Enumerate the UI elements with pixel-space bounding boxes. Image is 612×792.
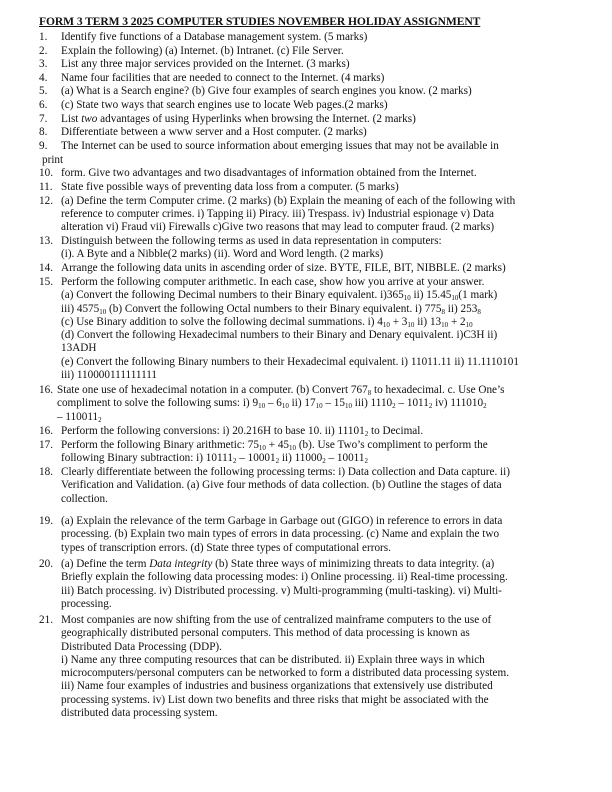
- question-text: (i). A Byte and a Nibble(2 marks) (ii). Word and Word length. (2 marks): [61, 248, 384, 261]
- question-number: 13.: [39, 235, 53, 247]
- question-text: 13ADH: [61, 342, 97, 355]
- document-title: FORM 3 TERM 3 2025 COMPUTER STUDIES NOVEMBER HOLIDAY ASSIGNMENT: [39, 15, 481, 28]
- question-text: iii) Name four examples of industries and business organizations that extensively use distributed: [61, 680, 493, 693]
- question-number: 4.: [39, 71, 48, 84]
- question-number: 2.: [39, 44, 48, 57]
- question-number: 15.: [39, 276, 53, 288]
- question-6: [39, 99, 579, 112]
- question-10: [39, 167, 579, 180]
- question-text: (c) State two ways that search engines use to locate Web pages.(2 marks): [61, 99, 388, 111]
- question-number: 17.: [39, 439, 53, 451]
- question-text: (a) Explain the relevance of the term Garbage in Garbage out (GIGO) in reference to errors in data: [61, 515, 503, 527]
- question-text: Distinguish between the following terms as used in data representation in computers:: [61, 235, 442, 247]
- question-number: 7.: [39, 112, 48, 125]
- question-1: [39, 31, 579, 44]
- question-text: Identify five functions of a Database management system. (5 marks): [61, 31, 368, 43]
- question-16a: [39, 384, 579, 424]
- question-20: [39, 558, 579, 611]
- question-number: 9.: [39, 140, 48, 152]
- question-number: 6.: [39, 99, 48, 111]
- question-text: Briefly explain the following data processing modes: i) Online processing. ii) Real-time processing.: [61, 571, 508, 584]
- question-text: geographically distributed personal computers. This method of data processing is known as: [61, 627, 470, 640]
- question-11: [39, 181, 579, 194]
- question-text: alteration vi) Fraud vii) Firewalls c)Give two reasons that may lead to computer fraud. (2 marks): [61, 221, 495, 234]
- question-number: 16.: [39, 425, 53, 437]
- question-text: Verification and Validation. (a) Give four methods of data collection. (b) Outline the stages of data: [61, 479, 502, 492]
- question-number: 11.: [39, 180, 53, 193]
- question-number: 21.: [39, 614, 53, 626]
- question-number: 5.: [39, 85, 48, 97]
- question-7: [39, 113, 579, 126]
- question-number: 8.: [39, 126, 48, 138]
- question-text: List two advantages of using Hyperlinks when browsing the Internet. (2 marks): [61, 112, 416, 125]
- question-number: 12.: [39, 194, 53, 207]
- question-text: iii) 110000111111111: [61, 369, 158, 382]
- question-text: Name four facilities that are needed to connect to the Internet. (4 marks): [61, 71, 385, 84]
- question-text: types of transcription errors. (d) State three types of computational errors.: [61, 541, 391, 554]
- question-number: 19.: [39, 515, 53, 527]
- question-5: [39, 85, 579, 98]
- question-4: [39, 72, 579, 85]
- question-text: Differentiate between a www server and a Host computer. (2 marks): [61, 126, 367, 138]
- question-text: List any three major services provided on the Internet. (3 marks): [61, 58, 350, 70]
- question-text: compliment to solve the following sums: i) $9_{10} - 6_{10}$ ii) $17_{10} - 15_{10}$ iii) $1110_2 - 1011_2$ iv) $111010_2$: [57, 397, 487, 411]
- question-text: iii) Batch processing. iv) Distributed processing. v) Multi-programming (multi-tasking). vi) Multi-: [61, 584, 502, 597]
- question-2: [39, 45, 579, 58]
- question-text: Clearly differentiate between the following processing terms: i) Data collection and Data capture. ii): [61, 466, 510, 478]
- question-text: processing.: [61, 597, 112, 610]
- question-12: [39, 195, 579, 235]
- question-text: (a) Convert the following Decimal numbers to their Binary equivalent. $i)365_{10}$ ii) $15.45_{10}(1$ mark): [61, 289, 498, 303]
- question-14: [39, 262, 579, 275]
- question-text: reference to computer crimes. i) Tapping ii) Piracy. iii) Trespass. iv) Industrial espionage v) Data: [61, 207, 494, 220]
- question-text: State one use of hexadecimal notation in a computer. (b) Convert $767_8$ to hexadecimal. c. Use One’s: [57, 384, 505, 397]
- question-number: 1.: [39, 31, 48, 43]
- question-text: Arrange the following data units in ascending order of size. BYTE, FILE, BIT, NIBBLE. (2 marks): [61, 262, 506, 274]
- question-text: form. Give two advantages and two disadvantages of information obtained from the Internet.: [61, 167, 477, 179]
- question-9: [39, 140, 579, 153]
- question-text: Explain the following) (a) Internet. (b) Intranet. (c) File Server.: [61, 44, 344, 57]
- question-text: Perform the following computer arithmetic. In each case, show how you arrive at your answer.: [61, 276, 485, 288]
- question-text: (a) Define the term Computer crime. (2 marks) (b) Explain the meaning of each of the following with: [61, 194, 516, 207]
- question-18: [39, 466, 579, 506]
- question-text: – $110011_2$: [57, 410, 102, 424]
- question-text: following Binary subtraction: i) $10111_2 - 10001_2$ ii) $11000_2 - 10011_2$: [61, 452, 368, 466]
- question-text: Perform the following Binary arithmetic: $75_{10} + 45_{10}$ (b). Use Two’s compliment to perform the: [61, 439, 488, 452]
- question-text: Perform the following conversions: i) 20.216H to base 10. ii) $11101_2$ to Decimal.: [61, 425, 424, 438]
- question-number: 10.: [39, 167, 53, 179]
- question-text: (d) Convert the following Hexadecimal numbers to their Binary and Denary equivalent. i)C3H ii): [61, 329, 498, 342]
- question-number: 3.: [39, 58, 48, 70]
- question-3: [39, 58, 579, 71]
- question-text: (c) Use Binary addition to solve the following decimal summations. i) $4_{10} + 3_{10}$ ii) $13_{10} + 2_{10}$: [61, 315, 473, 329]
- question-text: iii) $4575_{10}$ (b) Convert the following Octal numbers to their Binary equivalent. i) $775_8$ ii) $253_8$: [61, 302, 481, 316]
- question-text: State five possible ways of preventing data loss from a computer. (5 marks): [61, 180, 399, 193]
- question-15: [39, 276, 579, 382]
- question-16b: [39, 425, 579, 438]
- question-text: (a) What is a Search engine? (b) Give four examples of search engines you know. (2 marks): [61, 85, 472, 97]
- question-text: The Internet can be used to source information about emerging issues that may not be available in: [61, 140, 499, 152]
- question-text: distributed data processing system.: [61, 707, 218, 720]
- question-number: 18.: [39, 466, 53, 478]
- question-text: collection.: [61, 492, 108, 505]
- question-19: [39, 515, 579, 555]
- question-text: (e) Convert the following Binary numbers to their Hexadecimal equivalent. i) 11011.11 ii) 11.1110101: [61, 355, 519, 368]
- question-text: Most companies are now shifting from the use of centralized mainframe computers to the use of: [61, 614, 492, 626]
- question-17: [39, 439, 579, 466]
- question-number: 16.: [39, 384, 53, 396]
- question-text: processing systems. iv) List down two benefits and three risks that might be associated with the: [61, 693, 489, 706]
- question-9-continuation: print: [42, 153, 64, 166]
- question-21: [39, 614, 579, 720]
- question-text: (a) Define the term Data integrity (b) State three ways of minimizing threats to data integrity. (a): [61, 558, 495, 570]
- question-8: [39, 126, 579, 139]
- question-text: i) Name any three computing resources that can be distributed. ii) Explain three ways in which: [61, 653, 485, 666]
- question-13: [39, 235, 579, 262]
- question-text: processing. (b) Explain two main types of errors in data processing. (c) Name and explain the two: [61, 528, 500, 541]
- question-text: microcomputers/personal computers can be networked to form a distributed data processing system.: [61, 667, 509, 680]
- question-number: 20.: [39, 558, 53, 570]
- question-number: 14.: [39, 262, 53, 274]
- question-text: Distributed Data Processing (DDP).: [61, 640, 222, 653]
